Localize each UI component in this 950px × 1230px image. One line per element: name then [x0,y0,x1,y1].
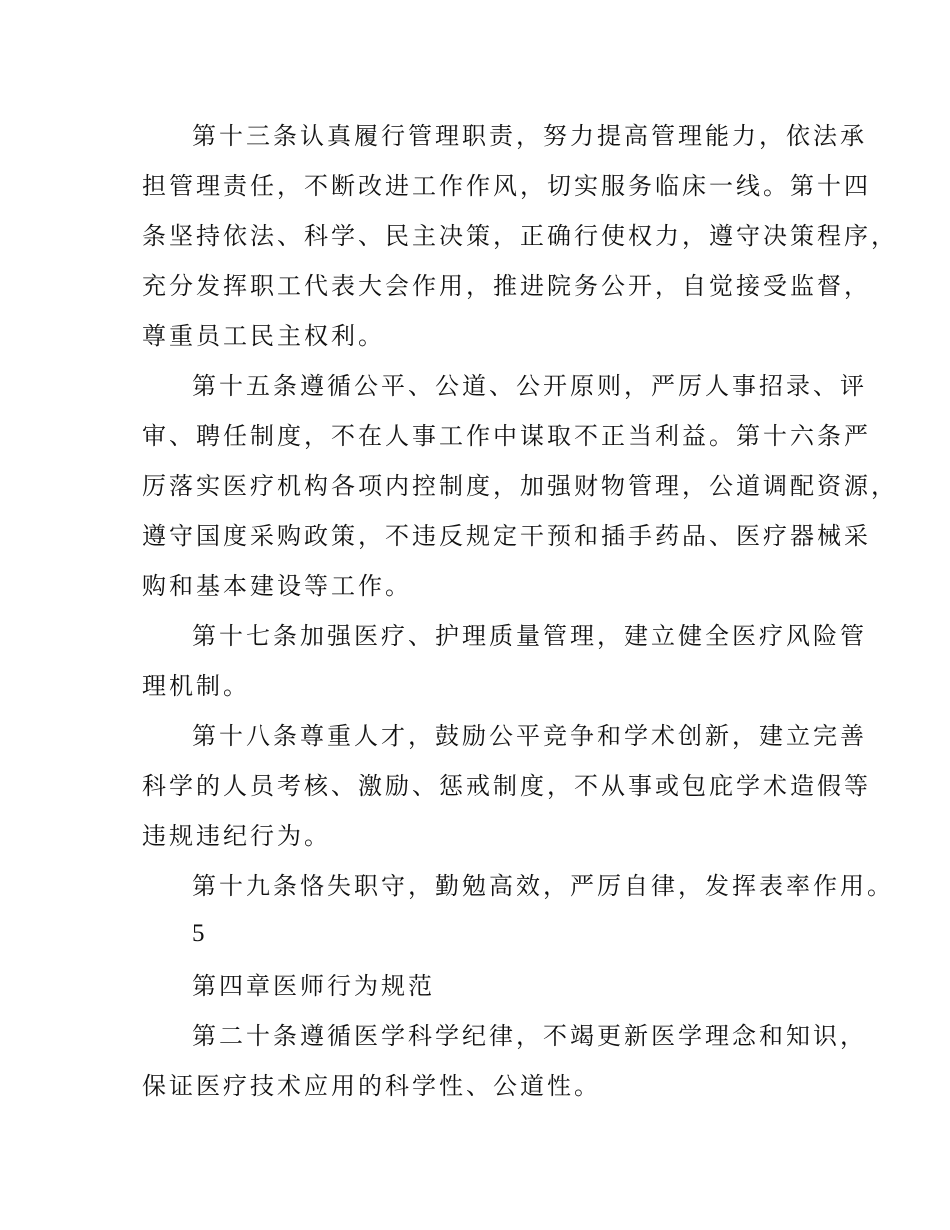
chapter-heading: 第四章医师行为规范 [192,972,435,1000]
article-16-line-1: 厉落实医疗机构各项内控制度，加强财物管理，公道调配资源， [142,472,898,500]
article-16-line-3: 购和基本建设等工作。 [142,572,412,600]
article-16-line-2: 遵守国度采购政策，不违反规定干预和插手药品、医疗器械采 [142,522,871,550]
article-14-line-2: 充分发挥职工代表大会作用，推进院务公开，自觉接受监督， [142,272,871,300]
article-18-line-1: 第十八条尊重人才，鼓励公平竞争和学术创新，建立完善 [192,722,867,750]
article-15-line-2: 审、聘任制度，不在人事工作中谋取不正当利益。第十六条严 [142,422,871,450]
article-20-line-2: 保证医疗技术应用的科学性、公道性。 [142,1072,601,1100]
article-15-line-1: 第十五条遵循公平、公道、公开原则，严厉人事招录、评 [192,372,867,400]
article-18-line-3: 违规违纪行为。 [142,822,331,850]
article-13-line-2: 担管理责任，不断改进工作作风，切实服务临床一线。第十四 [142,172,871,200]
article-17-line-1: 第十七条加强医疗、护理质量管理，建立健全医疗风险管 [192,622,867,650]
page-number: 5 [192,920,205,947]
article-17-line-2: 理机制。 [142,672,250,700]
article-13-line-1: 第十三条认真履行管理职责，努力提高管理能力，依法承 [192,122,867,150]
article-20-line-1: 第二十条遵循医学科学纪律，不竭更新医学理念和知识， [192,1022,867,1050]
article-14-line-1: 条坚持依法、科学、民主决策，正确行使权力，遵守决策程序， [142,222,898,250]
article-19-line-1: 第十九条恪失职守，勤勉高效，严厉自律，发挥表率作用。 [192,872,894,900]
article-18-line-2: 科学的人员考核、激励、惩戒制度，不从事或包庇学术造假等 [142,772,871,800]
article-14-line-3: 尊重员工民主权利。 [142,322,385,350]
